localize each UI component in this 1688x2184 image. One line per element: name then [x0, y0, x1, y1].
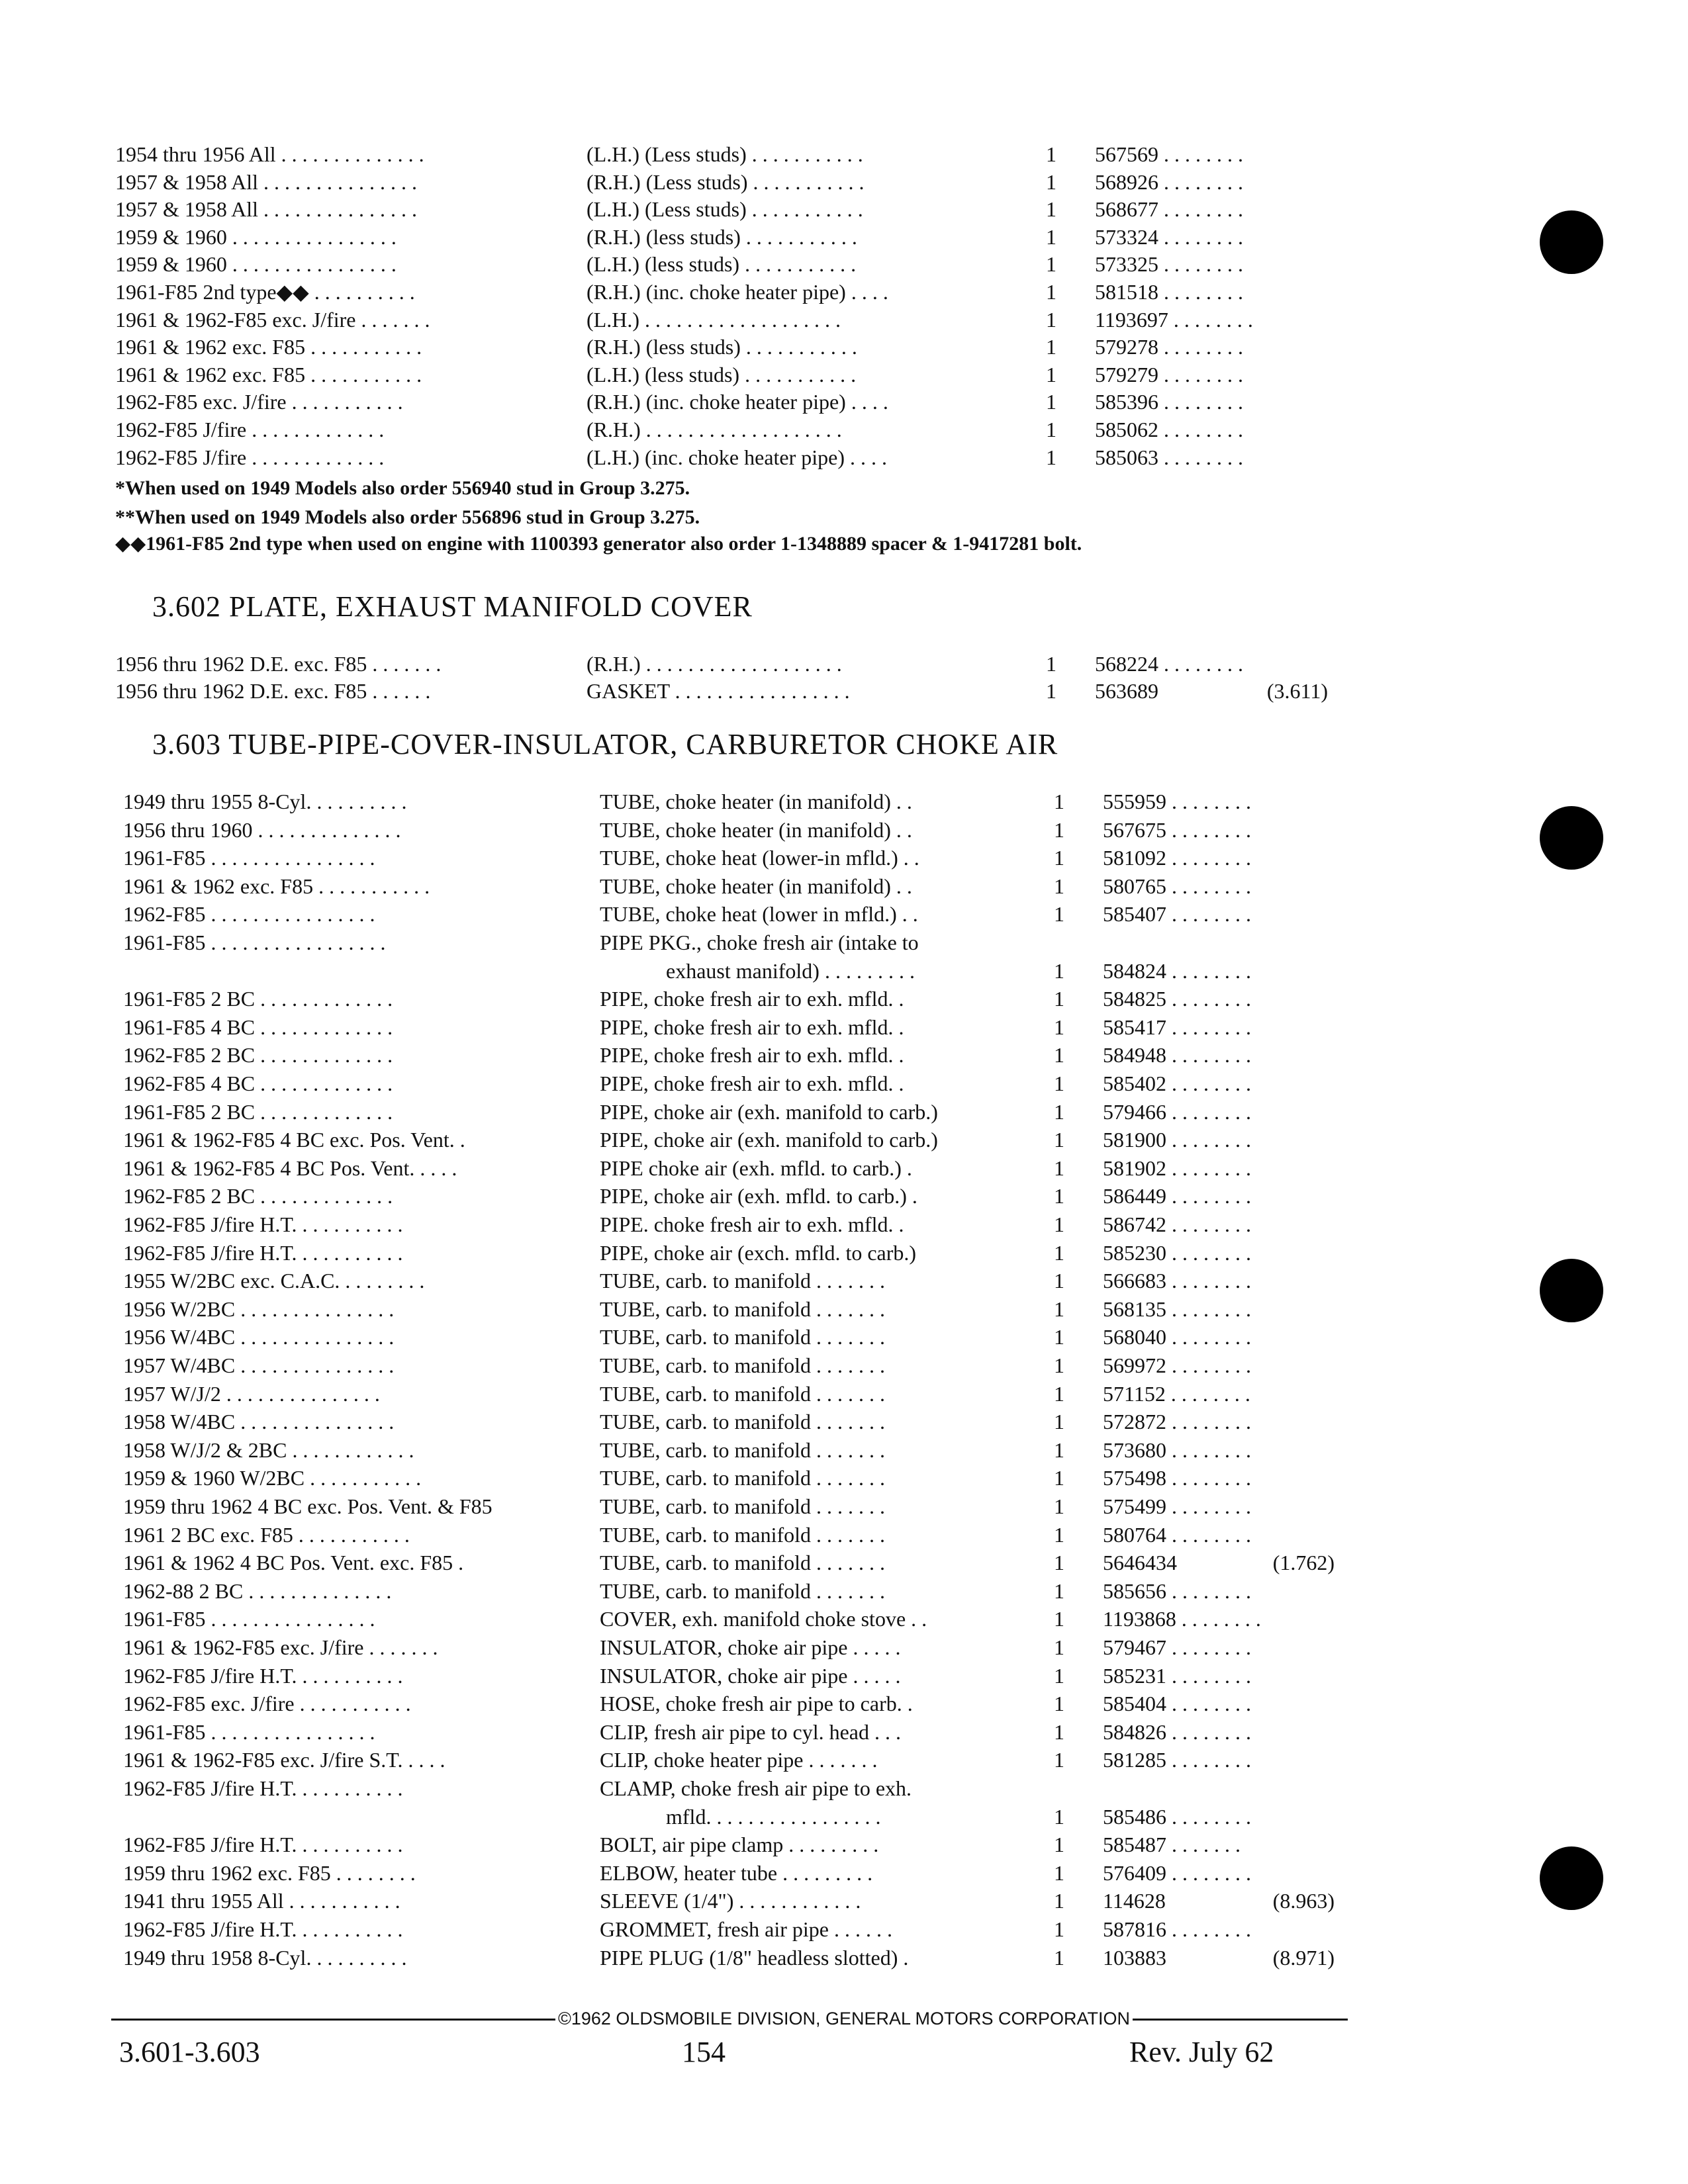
description-cell: (R.H.) (inc. choke heater pipe) . . . . — [586, 390, 888, 414]
section-heading-3603: 3.603 TUBE-PIPE-COVER-INSULATOR, CARBURETOR CHOKE AIR — [152, 728, 1058, 760]
part-number-cell: 579467 . . . . . . . . — [1103, 1635, 1251, 1659]
part-number-cell: 580764 . . . . . . . . — [1103, 1522, 1251, 1547]
quantity-cell: 1 — [1046, 197, 1056, 222]
parts-row — [0, 1859, 1688, 1887]
parts-row — [0, 1210, 1688, 1238]
page-number: 154 — [682, 2036, 726, 2068]
description-cell: PIPE, choke air (exh. manifold to carb.) — [600, 1099, 938, 1124]
description-cell: PIPE, choke fresh air to exh. mfld. . — [600, 1015, 904, 1039]
quantity-cell: 1 — [1054, 1325, 1064, 1349]
parts-row — [0, 1323, 1688, 1351]
description-cell: COVER, exh. manifold choke stove . . — [600, 1607, 927, 1631]
part-number-cell: 585486 . . . . . . . . — [1103, 1804, 1251, 1829]
application-cell: 1961 & 1962-F85 4 BC exc. Pos. Vent. . — [123, 1128, 465, 1152]
description-cell: (L.H.) (less studs) . . . . . . . . . . . — [586, 362, 857, 387]
application-cell: 1956 thru 1960 . . . . . . . . . . . . . . — [123, 817, 401, 842]
application-cell: 1961 & 1962-F85 4 BC Pos. Vent. . . . . — [123, 1156, 457, 1180]
parts-row — [0, 677, 1688, 705]
description-cell: (R.H.) (less studs) . . . . . . . . . . . — [586, 335, 857, 359]
application-cell: 1961-F85 . . . . . . . . . . . . . . . . . — [123, 931, 386, 954]
parts-row — [0, 1351, 1688, 1379]
description-cell: TUBE, carb. to manifold . . . . . . . — [600, 1466, 886, 1490]
part-number-cell: 572872 . . . . . . . . — [1103, 1410, 1251, 1434]
description-cell: (R.H.) (less studs) . . . . . . . . . . . — [586, 224, 857, 249]
parts-row — [0, 1633, 1688, 1661]
part-number-cell: 584825 . . . . . . . . — [1103, 987, 1251, 1011]
parts-row — [0, 278, 1688, 306]
description-cell: TUBE, choke heater (in manifold) . . — [600, 874, 912, 898]
description-cell: TUBE, choke heat (lower in mfld.) . . — [600, 902, 918, 927]
part-number-cell: 1193697 . . . . . . . . — [1095, 307, 1253, 332]
parts-row — [0, 1464, 1688, 1492]
parts-row — [0, 1549, 1688, 1576]
application-cell: 1959 thru 1962 4 BC exc. Pos. Vent. & F85 — [123, 1494, 492, 1518]
part-number-cell: 579278 . . . . . . . . — [1095, 335, 1243, 359]
description-cell: INSULATOR, choke air pipe . . . . . — [600, 1635, 901, 1659]
parts-row — [0, 443, 1688, 471]
description-cell: ELBOW, heater tube . . . . . . . . . — [600, 1860, 873, 1885]
description-cell: TUBE, choke heater (in manifold) . . — [600, 790, 912, 813]
part-number-cell: 567569 . . . . . . . . — [1095, 142, 1243, 166]
description-cell: (R.H.) (inc. choke heater pipe) . . . . — [586, 280, 888, 304]
parts-row — [0, 195, 1688, 223]
quantity-cell: 1 — [1046, 252, 1056, 277]
part-number-cell: 114628 — [1103, 1889, 1166, 1913]
application-cell: 1956 W/2BC . . . . . . . . . . . . . . . — [123, 1297, 395, 1321]
part-number-cell: 585656 . . . . . . . . — [1103, 1578, 1251, 1603]
description-cell: TUBE, carb. to manifold . . . . . . . — [600, 1551, 886, 1575]
quantity-cell: 1 — [1054, 1945, 1064, 1970]
description-cell: INSULATOR, choke air pipe . . . . . — [600, 1663, 901, 1688]
parts-row-continuation — [0, 1803, 1688, 1831]
description-cell: PIPE PKG., choke fresh air (intake to — [600, 931, 919, 954]
parts-row — [0, 1408, 1688, 1435]
description-cell: HOSE, choke fresh air pipe to carb. . — [600, 1692, 913, 1716]
parts-row — [0, 1069, 1688, 1097]
part-number-cell: 581900 . . . . . . . . — [1103, 1128, 1251, 1152]
description-cell: PIPE, choke fresh air to exh. mfld. . — [600, 1043, 904, 1068]
parts-row — [0, 650, 1688, 678]
parts-row — [0, 140, 1688, 168]
parts-row — [0, 333, 1688, 361]
application-cell: 1956 thru 1962 D.E. exc. F85 . . . . . . . — [115, 652, 442, 676]
quantity-cell: 1 — [1054, 902, 1064, 927]
application-cell: 1956 W/4BC . . . . . . . . . . . . . . . — [123, 1325, 395, 1349]
quantity-cell: 1 — [1054, 1212, 1064, 1236]
quantity-cell: 1 — [1054, 1353, 1064, 1377]
parts-row — [0, 1718, 1688, 1746]
quantity-cell: 1 — [1054, 1466, 1064, 1490]
parts-row — [0, 1239, 1688, 1267]
description-cell: TUBE, carb. to manifold . . . . . . . — [600, 1381, 886, 1406]
parts-row — [0, 1182, 1688, 1210]
parts-row — [0, 1915, 1688, 1943]
parts-row — [0, 250, 1688, 278]
part-number-cell: 581285 . . . . . . . . — [1103, 1748, 1251, 1772]
application-cell: 1962-F85 J/fire . . . . . . . . . . . . . — [115, 445, 385, 469]
application-cell: 1962-F85 4 BC . . . . . . . . . . . . . — [123, 1071, 393, 1095]
parts-row — [0, 1013, 1688, 1041]
application-cell: 1962-F85 exc. J/fire . . . . . . . . . . . — [123, 1692, 411, 1716]
part-number-cell: 581902 . . . . . . . . — [1103, 1156, 1251, 1180]
parts-row — [0, 361, 1688, 388]
application-cell: 1957 W/J/2 . . . . . . . . . . . . . . . — [123, 1381, 380, 1406]
parts-row — [0, 1577, 1688, 1605]
application-cell: 1955 W/2BC exc. C.A.C. . . . . . . . . — [123, 1269, 425, 1293]
quantity-cell: 1 — [1054, 1240, 1064, 1265]
description-cell: TUBE, carb. to manifold . . . . . . . — [600, 1437, 886, 1462]
description-cell: PIPE PLUG (1/8" headless slotted) . — [600, 1945, 909, 1970]
quantity-cell: 1 — [1046, 142, 1056, 166]
parts-row — [0, 223, 1688, 251]
description-cell: (R.H.) (Less studs) . . . . . . . . . . . — [586, 169, 865, 194]
part-number-cell: 563689 — [1095, 679, 1158, 703]
part-number-cell: 585062 . . . . . . . . — [1095, 418, 1243, 441]
quantity-cell: 1 — [1054, 1692, 1064, 1716]
quantity-cell: 1 — [1054, 846, 1064, 870]
parts-row — [0, 900, 1688, 928]
quantity-cell: 1 — [1054, 1297, 1064, 1321]
application-cell: 1958 W/J/2 & 2BC . . . . . . . . . . . . — [123, 1437, 414, 1462]
parts-row — [0, 1887, 1688, 1915]
description-cell: TUBE, carb. to manifold . . . . . . . — [600, 1578, 886, 1603]
quantity-cell: 1 — [1046, 679, 1056, 703]
application-cell: 1961-F85 . . . . . . . . . . . . . . . . — [123, 1719, 375, 1744]
part-number-cell: 587816 . . . . . . . . — [1103, 1917, 1251, 1941]
application-cell: 1954 thru 1956 All . . . . . . . . . . . . . . — [115, 142, 424, 166]
parts-row — [0, 1380, 1688, 1408]
parts-row — [0, 816, 1688, 844]
description-cell: (L.H.) (Less studs) . . . . . . . . . . . — [586, 197, 863, 222]
parts-row — [0, 985, 1688, 1013]
quantity-cell: 1 — [1054, 1410, 1064, 1434]
footnote: *When used on 1949 Models also order 556940 stud in Group 3.275. — [115, 477, 690, 499]
description-cell: (L.H.) (less studs) . . . . . . . . . . . — [586, 252, 857, 277]
parts-row — [0, 168, 1688, 196]
application-cell: 1961 & 1962 exc. F85 . . . . . . . . . . . — [115, 335, 422, 359]
application-cell: 1961-F85 2 BC . . . . . . . . . . . . . — [123, 1099, 393, 1124]
parts-row — [0, 1492, 1688, 1520]
parts-row — [0, 1154, 1688, 1182]
quantity-cell: 1 — [1054, 1015, 1064, 1039]
part-number-cell: 585407 . . . . . . . . — [1103, 902, 1251, 927]
part-number-cell: 585487 . . . . . . . — [1103, 1833, 1241, 1857]
application-cell: 1962-F85 J/fire H.T. . . . . . . . . . . — [123, 1776, 403, 1800]
revision-date: Rev. July 62 — [1129, 2036, 1274, 2068]
application-cell: 1962-F85 J/fire H.T. . . . . . . . . . . — [123, 1240, 403, 1265]
quantity-cell: 1 — [1054, 1494, 1064, 1518]
application-cell: 1957 & 1958 All . . . . . . . . . . . . . . . — [115, 197, 418, 222]
application-cell: 1959 & 1960 W/2BC . . . . . . . . . . . — [123, 1466, 422, 1490]
application-cell: 1962-F85 J/fire H.T. . . . . . . . . . . — [123, 1833, 403, 1857]
part-number-cell: 579466 . . . . . . . . — [1103, 1099, 1251, 1124]
application-cell: 1961-F85 . . . . . . . . . . . . . . . . — [123, 1607, 375, 1631]
description-cell: TUBE, carb. to manifold . . . . . . . — [600, 1269, 886, 1293]
quantity-cell: 1 — [1054, 1381, 1064, 1406]
description-cell: (R.H.) . . . . . . . . . . . . . . . . . . . — [586, 652, 842, 676]
group-reference-cell: (8.971) — [1272, 1945, 1335, 1970]
description-cell: (R.H.) . . . . . . . . . . . . . . . . . . . — [586, 418, 842, 441]
part-number-cell: 584824 . . . . . . . . — [1103, 958, 1251, 983]
description-cell: PIPE, choke air (exh. manifold to carb.) — [600, 1128, 938, 1152]
description-cell: TUBE, carb. to manifold . . . . . . . — [600, 1325, 886, 1349]
quantity-cell: 1 — [1054, 958, 1064, 983]
application-cell: 1961 & 1962 exc. F85 . . . . . . . . . . . — [115, 362, 422, 387]
part-number-cell: 586742 . . . . . . . . — [1103, 1212, 1251, 1236]
part-number-cell: 575499 . . . . . . . . — [1103, 1494, 1251, 1518]
quantity-cell: 1 — [1054, 817, 1064, 842]
description-cell: TUBE, choke heat (lower-in mfld.) . . — [600, 846, 919, 870]
part-number-cell: 581092 . . . . . . . . — [1103, 846, 1251, 870]
parts-row — [0, 306, 1688, 334]
quantity-cell: 1 — [1054, 1269, 1064, 1293]
quantity-cell: 1 — [1054, 1804, 1064, 1829]
quantity-cell: 1 — [1054, 1889, 1064, 1913]
part-number-cell: 103883 — [1103, 1945, 1166, 1970]
part-number-cell: 1193868 . . . . . . . . — [1103, 1607, 1261, 1631]
parts-row — [0, 416, 1688, 443]
parts-row — [0, 1662, 1688, 1690]
quantity-cell: 1 — [1054, 874, 1064, 898]
quantity-cell: 1 — [1046, 445, 1056, 469]
application-cell: 1961 & 1962-F85 exc. J/fire . . . . . . . — [123, 1635, 438, 1659]
parts-row — [0, 1774, 1688, 1802]
quantity-cell: 1 — [1054, 1635, 1064, 1659]
part-number-cell: 555959 . . . . . . . . — [1103, 790, 1251, 813]
part-number-cell: 568224 . . . . . . . . — [1095, 652, 1243, 676]
part-number-cell: 584948 . . . . . . . . — [1103, 1043, 1251, 1068]
parts-row — [0, 1605, 1688, 1633]
quantity-cell: 1 — [1054, 1522, 1064, 1547]
parts-row — [0, 872, 1688, 900]
parts-row — [0, 1098, 1688, 1126]
description-cell: CLIP, fresh air pipe to cyl. head . . . — [600, 1719, 901, 1744]
footnote: **When used on 1949 Models also order 556896 stud in Group 3.275. — [115, 506, 700, 528]
quantity-cell: 1 — [1054, 1917, 1064, 1941]
description-continuation-cell: exhaust manifold) . . . . . . . . . — [666, 958, 915, 983]
part-number-cell: 584826 . . . . . . . . — [1103, 1719, 1251, 1744]
parts-row — [0, 1267, 1688, 1295]
parts-row — [0, 1746, 1688, 1774]
part-number-cell: 585417 . . . . . . . . — [1103, 1015, 1251, 1039]
quantity-cell: 1 — [1054, 1578, 1064, 1603]
parts-row — [0, 1690, 1688, 1717]
part-number-cell: 581518 . . . . . . . . — [1095, 280, 1243, 304]
part-number-cell: 566683 . . . . . . . . — [1103, 1269, 1251, 1293]
description-cell: TUBE, choke heater (in manifold) . . — [600, 817, 912, 842]
description-cell: PIPE, choke fresh air to exh. mfld. . — [600, 987, 904, 1011]
application-cell: 1959 & 1960 . . . . . . . . . . . . . . . . — [115, 224, 397, 249]
part-number-cell: 573324 . . . . . . . . — [1095, 224, 1243, 249]
quantity-cell: 1 — [1054, 1184, 1064, 1208]
part-number-cell: 585230 . . . . . . . . — [1103, 1240, 1251, 1265]
application-cell: 1962-F85 2 BC . . . . . . . . . . . . . — [123, 1043, 393, 1068]
part-number-cell: 579279 . . . . . . . . — [1095, 362, 1243, 387]
description-cell: GROMMET, fresh air pipe . . . . . . — [600, 1917, 892, 1941]
part-number-cell: 580765 . . . . . . . . — [1103, 874, 1251, 898]
description-cell: BOLT, air pipe clamp . . . . . . . . . — [600, 1833, 879, 1857]
section-range: 3.601-3.603 — [119, 2036, 260, 2068]
application-cell: 1962-F85 J/fire H.T. . . . . . . . . . . — [123, 1917, 403, 1941]
footnote: ◆◆1961-F85 2nd type when used on engine with 1100393 generator also order 1-1348889 spacer & 1-9417281 bolt. — [115, 533, 1082, 555]
application-cell: 1962-F85 J/fire H.T. . . . . . . . . . . — [123, 1663, 403, 1688]
quantity-cell: 1 — [1054, 1607, 1064, 1631]
quantity-cell: 1 — [1054, 790, 1064, 813]
parts-row — [0, 1295, 1688, 1323]
group-reference-cell: (3.611) — [1266, 679, 1328, 703]
quantity-cell: 1 — [1046, 280, 1056, 304]
parts-row-continuation — [0, 957, 1688, 985]
parts-row — [0, 788, 1688, 815]
description-cell: (L.H.) (Less studs) . . . . . . . . . . . — [586, 142, 863, 166]
quantity-cell: 1 — [1046, 418, 1056, 441]
application-cell: 1962-F85 . . . . . . . . . . . . . . . . — [123, 902, 375, 927]
parts-row — [0, 1126, 1688, 1154]
application-cell: 1959 thru 1962 exc. F85 . . . . . . . . — [123, 1860, 416, 1885]
description-cell: TUBE, carb. to manifold . . . . . . . — [600, 1410, 886, 1434]
application-cell: 1962-F85 J/fire H.T. . . . . . . . . . . — [123, 1212, 403, 1236]
description-cell: CLIP, choke heater pipe . . . . . . . — [600, 1748, 878, 1772]
parts-row — [0, 1944, 1688, 1972]
description-cell: GASKET . . . . . . . . . . . . . . . . . — [586, 679, 850, 703]
quantity-cell: 1 — [1054, 1437, 1064, 1462]
description-cell: PIPE choke air (exh. mfld. to carb.) . — [600, 1156, 912, 1180]
quantity-cell: 1 — [1046, 169, 1056, 194]
part-number-cell: 573325 . . . . . . . . — [1095, 252, 1243, 277]
application-cell: 1961 & 1962 4 BC Pos. Vent. exc. F85 . — [123, 1551, 464, 1575]
quantity-cell: 1 — [1054, 1833, 1064, 1857]
application-cell: 1949 thru 1955 8-Cyl. . . . . . . . . . — [123, 790, 407, 813]
part-number-cell: 573680 . . . . . . . . — [1103, 1437, 1251, 1462]
group-reference-cell: (1.762) — [1272, 1551, 1335, 1575]
description-cell: PIPE, choke air (exch. mfld. to carb.) — [600, 1240, 917, 1265]
part-number-cell: 568040 . . . . . . . . — [1103, 1325, 1251, 1349]
description-cell: PIPE, choke air (exh. mfld. to carb.) . — [600, 1184, 917, 1208]
quantity-cell: 1 — [1054, 1719, 1064, 1744]
application-cell: 1961 2 BC exc. F85 . . . . . . . . . . . — [123, 1522, 410, 1547]
quantity-cell: 1 — [1046, 307, 1056, 332]
quantity-cell: 1 — [1046, 224, 1056, 249]
part-number-cell: 571152 . . . . . . . . — [1103, 1381, 1250, 1406]
parts-row — [0, 1041, 1688, 1069]
quantity-cell: 1 — [1054, 1128, 1064, 1152]
part-number-cell: 585063 . . . . . . . . — [1095, 445, 1243, 469]
description-continuation-cell: mfld. . . . . . . . . . . . . . . . . — [666, 1804, 881, 1829]
quantity-cell: 1 — [1054, 1663, 1064, 1688]
part-number-cell: 586449 . . . . . . . . — [1103, 1184, 1251, 1208]
part-number-cell: 575498 . . . . . . . . — [1103, 1466, 1251, 1490]
application-cell: 1961 & 1962-F85 exc. J/fire . . . . . . . — [115, 307, 430, 332]
description-cell: TUBE, carb. to manifold . . . . . . . — [600, 1494, 886, 1518]
parts-row — [0, 1436, 1688, 1464]
description-cell: SLEEVE (1/4") . . . . . . . . . . . . — [600, 1889, 861, 1913]
quantity-cell: 1 — [1054, 1156, 1064, 1180]
part-number-cell: 585396 . . . . . . . . — [1095, 390, 1243, 414]
quantity-cell: 1 — [1046, 362, 1056, 387]
application-cell: 1961-F85 . . . . . . . . . . . . . . . . — [123, 846, 375, 870]
quantity-cell: 1 — [1054, 1748, 1064, 1772]
description-cell: TUBE, carb. to manifold . . . . . . . — [600, 1522, 886, 1547]
part-number-cell: 568677 . . . . . . . . — [1095, 197, 1243, 222]
application-cell: 1956 thru 1962 D.E. exc. F85 . . . . . . — [115, 679, 431, 703]
application-cell: 1957 & 1958 All . . . . . . . . . . . . . . . — [115, 169, 418, 194]
quantity-cell: 1 — [1054, 1551, 1064, 1575]
quantity-cell: 1 — [1054, 1043, 1064, 1068]
application-cell: 1961-F85 4 BC . . . . . . . . . . . . . — [123, 1015, 393, 1039]
application-cell: 1961-F85 2nd type◆◆ . . . . . . . . . . — [115, 280, 415, 304]
part-number-cell: 576409 . . . . . . . . — [1103, 1860, 1251, 1885]
part-number-cell: 585231 . . . . . . . . — [1103, 1663, 1251, 1688]
quantity-cell: 1 — [1054, 1099, 1064, 1124]
parts-row — [0, 844, 1688, 872]
description-cell: PIPE. choke fresh air to exh. mfld. . — [600, 1212, 904, 1236]
part-number-cell: 569972 . . . . . . . . — [1103, 1353, 1251, 1377]
description-cell: (L.H.) (inc. choke heater pipe) . . . . — [586, 445, 888, 469]
part-number-cell: 567675 . . . . . . . . — [1103, 817, 1251, 842]
quantity-cell: 1 — [1054, 987, 1064, 1011]
description-cell: PIPE, choke fresh air to exh. mfld. . — [600, 1071, 904, 1095]
description-cell: TUBE, carb. to manifold . . . . . . . — [600, 1297, 886, 1321]
application-cell: 1941 thru 1955 All . . . . . . . . . . . — [123, 1889, 400, 1913]
application-cell: 1958 W/4BC . . . . . . . . . . . . . . . — [123, 1410, 395, 1434]
quantity-cell: 1 — [1054, 1071, 1064, 1095]
description-cell: CLAMP, choke fresh air pipe to exh. — [600, 1776, 912, 1800]
application-cell: 1959 & 1960 . . . . . . . . . . . . . . . . — [115, 252, 397, 277]
part-number-cell: 585404 . . . . . . . . — [1103, 1692, 1251, 1716]
quantity-cell: 1 — [1054, 1860, 1064, 1885]
application-cell: 1962-88 2 BC . . . . . . . . . . . . . . — [123, 1578, 392, 1603]
application-cell: 1962-F85 exc. J/fire . . . . . . . . . . . — [115, 390, 403, 414]
part-number-cell: 568135 . . . . . . . . — [1103, 1297, 1251, 1321]
application-cell: 1961 & 1962 exc. F85 . . . . . . . . . . . — [123, 874, 430, 898]
application-cell: 1949 thru 1958 8-Cyl. . . . . . . . . . — [123, 1945, 407, 1970]
application-cell: 1962-F85 J/fire . . . . . . . . . . . . . — [115, 418, 385, 441]
application-cell: 1961 & 1962-F85 exc. J/fire S.T. . . . . — [123, 1748, 445, 1772]
quantity-cell: 1 — [1046, 652, 1056, 676]
quantity-cell: 1 — [1046, 390, 1056, 414]
part-number-cell: 585402 . . . . . . . . — [1103, 1071, 1251, 1095]
description-cell: (L.H.) . . . . . . . . . . . . . . . . . . . — [586, 307, 841, 332]
group-reference-cell: (8.963) — [1272, 1889, 1335, 1913]
application-cell: 1961-F85 2 BC . . . . . . . . . . . . . — [123, 987, 393, 1011]
parts-row — [0, 929, 1688, 956]
copyright-notice: ©1962 OLDSMOBILE DIVISION, GENERAL MOTORS CORPORATION — [0, 2007, 1688, 2030]
section-heading-3602: 3.602 PLATE, EXHAUST MANIFOLD COVER — [152, 590, 753, 623]
application-cell: 1962-F85 2 BC . . . . . . . . . . . . . — [123, 1184, 393, 1208]
application-cell: 1957 W/4BC . . . . . . . . . . . . . . . — [123, 1353, 395, 1377]
quantity-cell: 1 — [1046, 335, 1056, 359]
description-cell: TUBE, carb. to manifold . . . . . . . — [600, 1353, 886, 1377]
parts-row — [0, 1831, 1688, 1858]
part-number-cell: 568926 . . . . . . . . — [1095, 169, 1243, 194]
parts-row — [0, 388, 1688, 416]
part-number-cell: 5646434 — [1103, 1551, 1177, 1575]
parts-row — [0, 1521, 1688, 1549]
